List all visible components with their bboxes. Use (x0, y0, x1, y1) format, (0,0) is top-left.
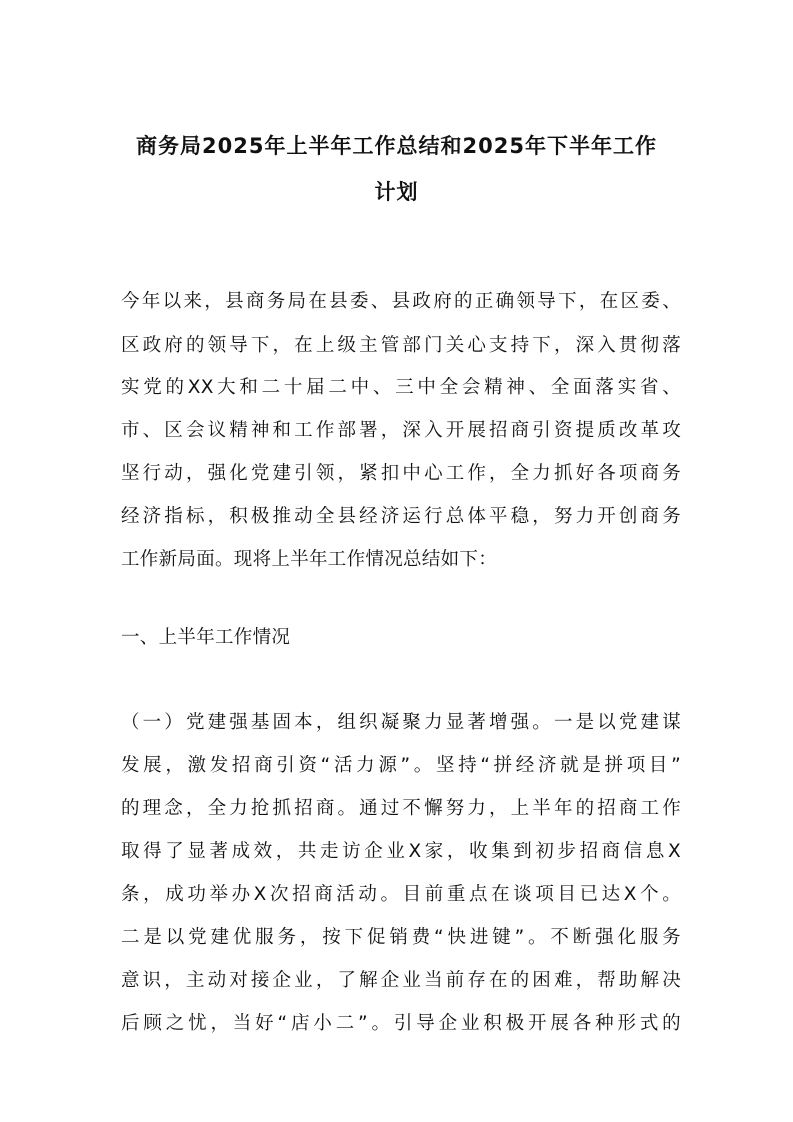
intro-paragraph-line: 经济指标，积极推动全县经济运行总体平稳，努力开创商务 (121, 506, 681, 527)
section-paragraph-line: 后顾之忧，当好“店小二”。引导企业积极开展各种形式的 (121, 1013, 681, 1034)
intro-paragraph-line: 坚行动，强化党建引领，紧扣中心工作，全力抓好各项商务 (121, 463, 681, 484)
intro-paragraph-line: 区政府的领导下，在上级主管部门关心支持下，深入贯彻落 (121, 335, 681, 356)
intro-paragraph-line: 市、区会议精神和工作部署，深入开展招商引资提质改革攻 (121, 420, 681, 441)
intro-paragraph-line: 工作新局面。现将上半年工作情况总结如下： (121, 549, 498, 570)
section-paragraph-line: 取得了显著成效，共走访企业X家，收集到初步招商信息X (121, 841, 681, 862)
section-paragraph-line: 的理念，全力抢抓招商。通过不懈努力，上半年的招商工作 (121, 798, 681, 819)
section-paragraph-line: 发展，激发招商引资“活力源”。坚持“拼经济就是拼项目” (121, 755, 681, 776)
section-paragraph-line: （一）党建强基固本，组织凝聚力显著增强。一是以党建谋 (121, 712, 681, 733)
section-paragraph-line: 条，成功举办X次招商活动。目前重点在谈项目已达X个。 (121, 884, 681, 905)
document-title-line-1: 商务局2025年上半年工作总结和2025年下半年工作 (136, 134, 657, 158)
intro-paragraph-line: 今年以来，县商务局在县委、县政府的正确领导下，在区委、 (121, 291, 681, 312)
intro-paragraph-line: 实党的XX大和二十届二中、三中全会精神、全面落实省、 (121, 377, 681, 398)
document-title-line-2: 计划 (374, 180, 419, 204)
section-heading: 一、上半年工作情况 (121, 627, 291, 648)
section-paragraph-line: 意识，主动对接企业，了解企业当前存在的困难，帮助解决 (121, 970, 681, 991)
section-paragraph-line: 二是以党建优服务，按下促销费“快进键”。不断强化服务 (121, 927, 681, 948)
